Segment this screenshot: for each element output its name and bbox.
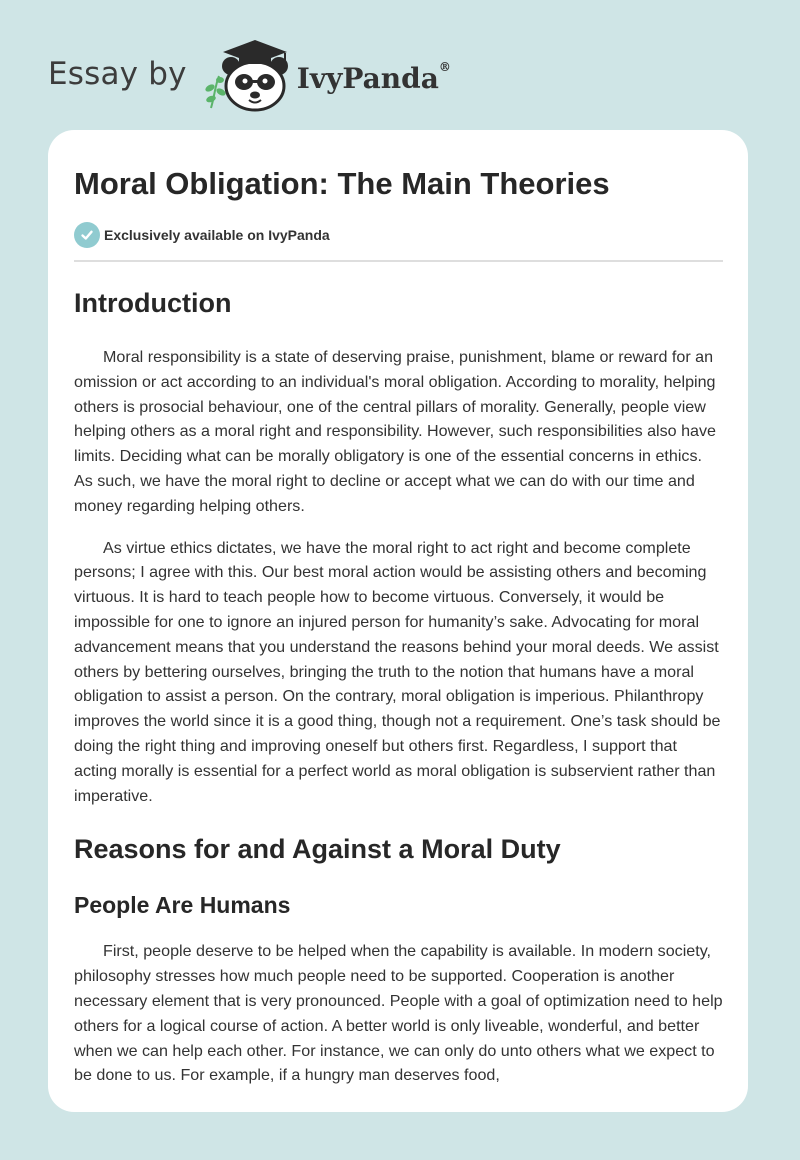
divider (74, 260, 723, 262)
site-header (48, 36, 451, 112)
brand-text: IvyPanda (296, 61, 439, 95)
page-title: Moral Obligation: The Main Theories (74, 166, 610, 201)
subheading-people-are-humans: People Are Humans (74, 892, 291, 919)
brand-name[interactable] (297, 62, 451, 95)
exclusive-badge (74, 222, 723, 248)
essay-by-label: Essay by (48, 56, 187, 92)
paragraph-intro-2: As virtue ethics dictates, we have the moral right to act right and become complete persons; I agree with this. Our best moral action would be assisting others and becoming virtuous. It is hard to teach people how to become virtuous. Conversely, it would be impossible for one to ignore an injured person for humanity’s sake. Advocating for moral advancement means that you understand the reasons behind your moral deeds. We assist others by bettering ourselves, bringing the truth to the notion that humans have a moral obligation to assist a person. On the contrary, moral obligation is imperious. Philanthropy improves the world since it is a good thing, though not a requirement. One’s task should be doing the right thing and improving oneself but others first. Regardless, I support that acting morally is essential for a perfect world as moral obligation is subservient rather than imperative. (74, 538, 721, 805)
essay-content (74, 164, 723, 1088)
paragraph-intro-1: Moral responsibility is a state of deserving praise, punishment, blame or reward for an omission or act according to an individual's moral obligation. According to morality, helping others is prosocial behaviour, one of the central pillars of morality. Generally, people view helping others as a moral right and responsibility. However, such responsibilities also have limits. Deciding what can be morally obligatory is one of the essential concerns in ethics. As such, we have the moral right to decline or accept what we can do with our time and money regarding helping others. (74, 348, 716, 515)
essay-card (48, 130, 748, 1112)
registered-mark: ® (438, 60, 451, 75)
section-heading-introduction: Introduction (74, 288, 232, 318)
check-icon (74, 222, 100, 248)
section-heading-reasons: Reasons for and Against a Moral Duty (74, 834, 561, 865)
panda-logo-icon[interactable] (201, 36, 291, 112)
exclusive-badge-label: Exclusively available on IvyPanda (104, 227, 330, 243)
paragraph-people-1: First, people deserve to be helped when the capability is available. In modern society, philosophy stresses how much people need to be supported. Cooperation is another necessary element that is very pronounced. People with a goal of optimization need to help others for a logical course of action. A better world is only liveable, wonderful, and better when we can help each other. For instance, we can only do unto others what we expect to be done to us. For example, if a hungry man deserves food, (74, 942, 723, 1085)
